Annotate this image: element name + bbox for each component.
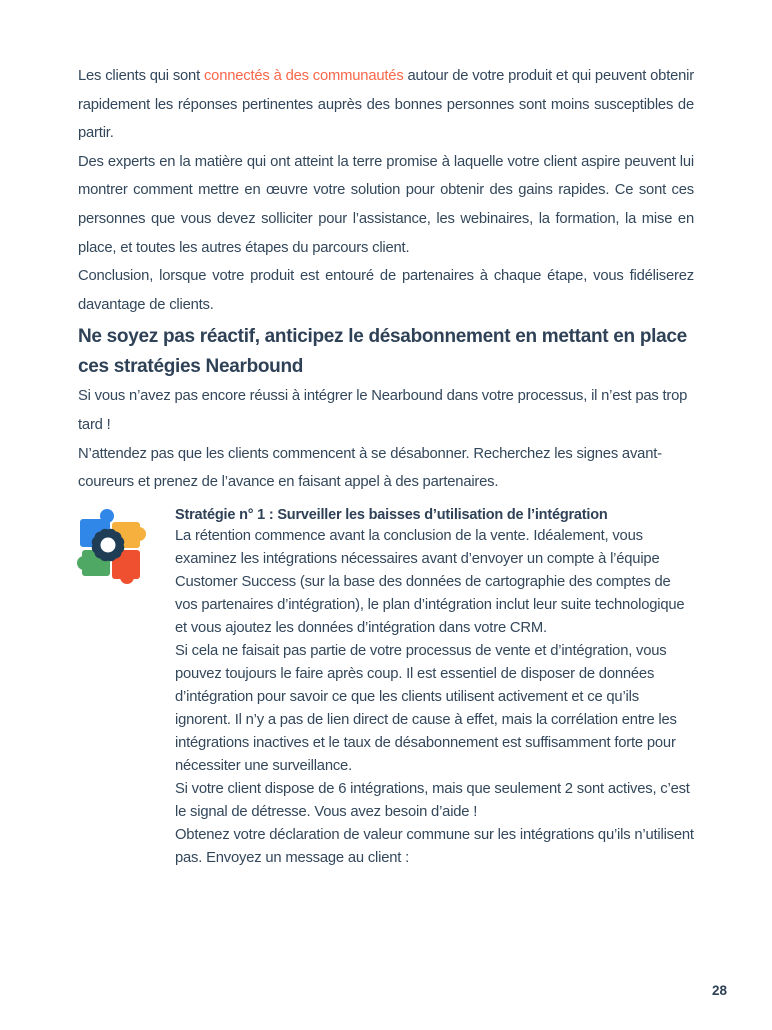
strategy-paragraph: Si votre client dispose de 6 intégrations, mais que seulement 2 sont actives, c’est le signal de détresse. Vous avez besoin d’aide ! xyxy=(175,780,690,820)
page-content xyxy=(78,62,694,870)
paragraph-conclusion: Conclusion, lorsque votre produit est entouré de partenaires à chaque étape, vous fidéliserez davantage de clients. xyxy=(78,268,694,313)
strategy-paragraph: La rétention commence avant la conclusion de la vente. Idéalement, vous examinez les intégrations nécessaires avant d’envoyer un compte à l’équipe Customer Success (sur la base des données de cartographie des comptes de vos partenaires d’intégration), le plan d’intégration inclut leur suite technologique et vous ajoutez les données d’intégration dans votre CRM. xyxy=(175,527,685,636)
strategy-paragraph: Si cela ne faisait pas partie de votre processus de vente et d’intégration, vous pouvez toujours le faire après coup. Il est essentiel de disposer de données d’intégration pour savoir ce que les clients utilisent activement et ce qu’ils ignorent. Il n’y a pas de lien direct de cause à effet, mais la corrélation entre les intégrations inactives et le taux de désabonnement est suffisamment forte pour nécessiter une surveillance. xyxy=(175,642,677,774)
strategy-body xyxy=(175,505,694,870)
paragraph-section-1: Si vous n’avez pas encore réussi à intégrer le Nearbound dans votre processus, il n’est pas trop tard ! xyxy=(78,388,688,433)
strategy-block xyxy=(78,505,694,870)
paragraph-text: autour de votre produit et qui peuvent obtenir rapidement les réponses pertinentes auprès des bonnes personnes sont moins susceptibles de partir. xyxy=(78,68,694,142)
strategy-title: Stratégie n° 1 : Surveiller les baisses d’utilisation de l’intégration xyxy=(175,506,608,523)
paragraph-text: Les clients qui sont xyxy=(78,68,204,84)
section-heading: Ne soyez pas réactif, anticipez le désabonnement en mettant en place ces stratégies Nearbound xyxy=(78,326,687,378)
page-number: 28 xyxy=(711,983,727,998)
integration-puzzle-gear-icon xyxy=(78,505,175,587)
paragraph-intro-1 xyxy=(78,62,694,148)
paragraph-intro-2: Des experts en la matière qui ont atteint la terre promise à laquelle votre client aspire peuvent lui montrer comment mettre en œuvre votre solution pour obtenir des gains rapides. Ce sont ces personnes que vous devez solliciter pour l’assistance, les webinaires, la formation, la mise en place, et toutes les autres étapes du parcours client. xyxy=(78,153,694,256)
strategy-paragraph: Obtenez votre déclaration de valeur commune sur les intégrations qu’ils n’utilisent pas. Envoyez un message au client : xyxy=(175,826,694,866)
paragraph-section-2: N’attendez pas que les clients commencent à se désabonner. Recherchez les signes avant-coureurs et prenez de l’avance en faisant appel à des partenaires. xyxy=(78,445,662,491)
communities-link[interactable]: connectés à des communautés xyxy=(203,68,404,84)
